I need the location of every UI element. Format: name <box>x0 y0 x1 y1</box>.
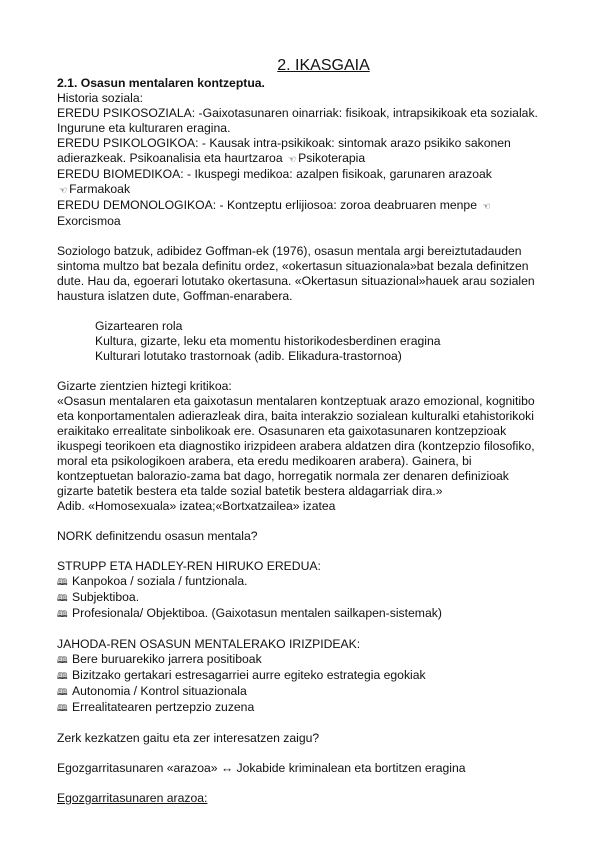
quote-line: Adib. «Homosexuala» izatea;«Bortxatzailea» izatea <box>57 499 336 513</box>
strupp-item <box>57 574 560 590</box>
goffman-line: sintoma multzo bat bezala definitu ordez, «okertasun situazionala»bat bezala definitzen <box>57 259 529 273</box>
eredu-text: adierazkeak. Psikoanalisia eta haurtzaroa <box>57 151 283 165</box>
jahoda-item-text: Bizitzako gertakari estresagarriei aurre egiteko estrategia egokiak <box>72 668 426 682</box>
jahoda-item-text: Autonomia / Kontrol situazionala <box>72 684 247 698</box>
eredu-line <box>57 198 560 214</box>
goffman-line: Soziologo batzuk, adibidez Goffman-ek (1976), osasun mentala argi bereiztutadauden <box>57 244 522 258</box>
eredu-line: EREDU PSIKOLOGIKOA: - Kausak intra-psikikoak: sintomak arazo psikiko sakonen <box>57 136 511 150</box>
nork-question: NORK definitzendu osasun mentala? <box>57 529 258 543</box>
egoz-heading: Egozgarritasunaren arazoa: <box>57 791 208 805</box>
arrow-icon: ☜ <box>59 185 68 195</box>
quote-line: «Osasun mentalaren eta gaixotasun mentalaren kontzeptuak arazo emozional, kognitibo <box>57 394 535 408</box>
eredu-line: Ingurune eta kulturaren eragina. <box>57 121 231 135</box>
arrow-icon: ☜ <box>288 154 297 164</box>
jahoda-item <box>57 652 560 668</box>
double-arrow-icon: ↔ <box>220 761 234 775</box>
book-icon: 🕮 <box>57 703 68 713</box>
indented-item: Kultura, gizarte, leku eta momentu historikodesberdinen eragina <box>95 334 441 348</box>
goffman-line: haustura islatzen dute, Goffman-enarabera. <box>57 289 293 303</box>
egoz-line <box>57 761 560 776</box>
strupp-item-text: Subjektiboa. <box>72 590 140 604</box>
goffman-line: dute. Hau da, egoerari lotutako okertasuna. «Okertasun situazional»hauek arau sozialen <box>57 274 535 288</box>
jahoda-item-text: Errealitatearen pertzepzio zuzena <box>72 700 255 714</box>
quote-line: kontzeptuetan balorazio-zama bat dago, horregatik normala zer denaren definizioak <box>57 469 509 483</box>
jahoda-item <box>57 684 560 700</box>
egoz-right: Jokabide kriminalean eta bortitzen eragina <box>236 761 466 775</box>
strupp-item <box>57 590 560 606</box>
eredu-line: EREDU BIOMEDIKOA: - Ikuspegi medikoa: azalpen fisikoak, garunaren arazoak <box>57 167 492 181</box>
eredu-text: EREDU DEMONOLOGIKOA: - Kontzeptu erlijiosoa: zoroa deabruaren menpe <box>57 198 477 212</box>
jahoda-heading: JAHODA-REN OSASUN MENTALERAKO IRIZPIDEAK: <box>57 637 361 651</box>
quote-line: gizarte batetik bestera eta talde sozial batetik bestera aldagarriak dira.» <box>57 484 443 498</box>
book-icon: 🕮 <box>57 593 68 603</box>
book-icon: 🕮 <box>57 687 68 697</box>
eredu-line: EREDU PSIKOSOZIALA: -Gaixotasunaren oinarriak: fisikoak, intrapsikikoak eta sozialak. <box>57 106 538 120</box>
quote-line: moral eta psikologikoen arabera, eta eredu medikoaren arabera). Gainera, bi <box>57 454 472 468</box>
book-icon: 🕮 <box>57 655 68 665</box>
jahoda-item <box>57 668 560 684</box>
jahoda-item <box>57 700 560 716</box>
book-icon: 🕮 <box>57 577 68 587</box>
historia-label: Historia soziala: <box>57 91 144 105</box>
quote-line: eta konportamentalen adierazleak dira, baita interakzio sozialean kulturalki etahistorikoki <box>57 409 534 423</box>
strupp-item-text: Kanpokoa / soziala / funtzionala. <box>72 574 248 588</box>
eredu-line <box>57 151 560 167</box>
quote-line: ikuspegi teorikoen eta diagnostiko irizpideen arabera aldatzen dira (kontzepzio filosofiko, <box>57 439 535 453</box>
strupp-item <box>57 606 560 622</box>
indented-item: Kulturari lotutako trastornoak (adib. Elikadura-trastornoa) <box>95 349 402 363</box>
kritikoa-label: Gizarte zientzien hiztegi kritikoa: <box>57 379 232 393</box>
strupp-item-text: Profesionala/ Objektiboa. (Gaixotasun mentalen sailkapen-sistemak) <box>72 606 442 620</box>
eredu-line <box>57 182 560 198</box>
strupp-heading: STRUPP ETA HADLEY-REN HIRUKO EREDUA: <box>57 559 321 573</box>
jahoda-item-text: Bere buruarekiko jarrera positiboak <box>72 652 262 666</box>
section-subtitle: 2.1. Osasun mentalaren kontzeptua. <box>57 76 265 90</box>
quote-line: eraikitako errealitate sinbolikoak ere. Osasunaren eta gaixotasunaren kontzepzioak <box>57 424 507 438</box>
zerk-question: Zerk kezkatzen gaitu eta zer interesatzen zaigu? <box>57 731 320 745</box>
arrow-icon: ☜ <box>482 201 491 211</box>
eredu-line: Exorcismoa <box>57 214 121 228</box>
eredu-text: Psikoterapia <box>298 151 366 165</box>
eredu-text: Farmakoak <box>69 182 131 196</box>
indented-item: Gizartearen rola <box>95 319 183 333</box>
page-title: 2. IKASGAIA <box>277 57 370 74</box>
book-icon: 🕮 <box>57 609 68 619</box>
egoz-left: Egozgarritasunaren «arazoa» <box>57 761 218 775</box>
book-icon: 🕮 <box>57 671 68 681</box>
